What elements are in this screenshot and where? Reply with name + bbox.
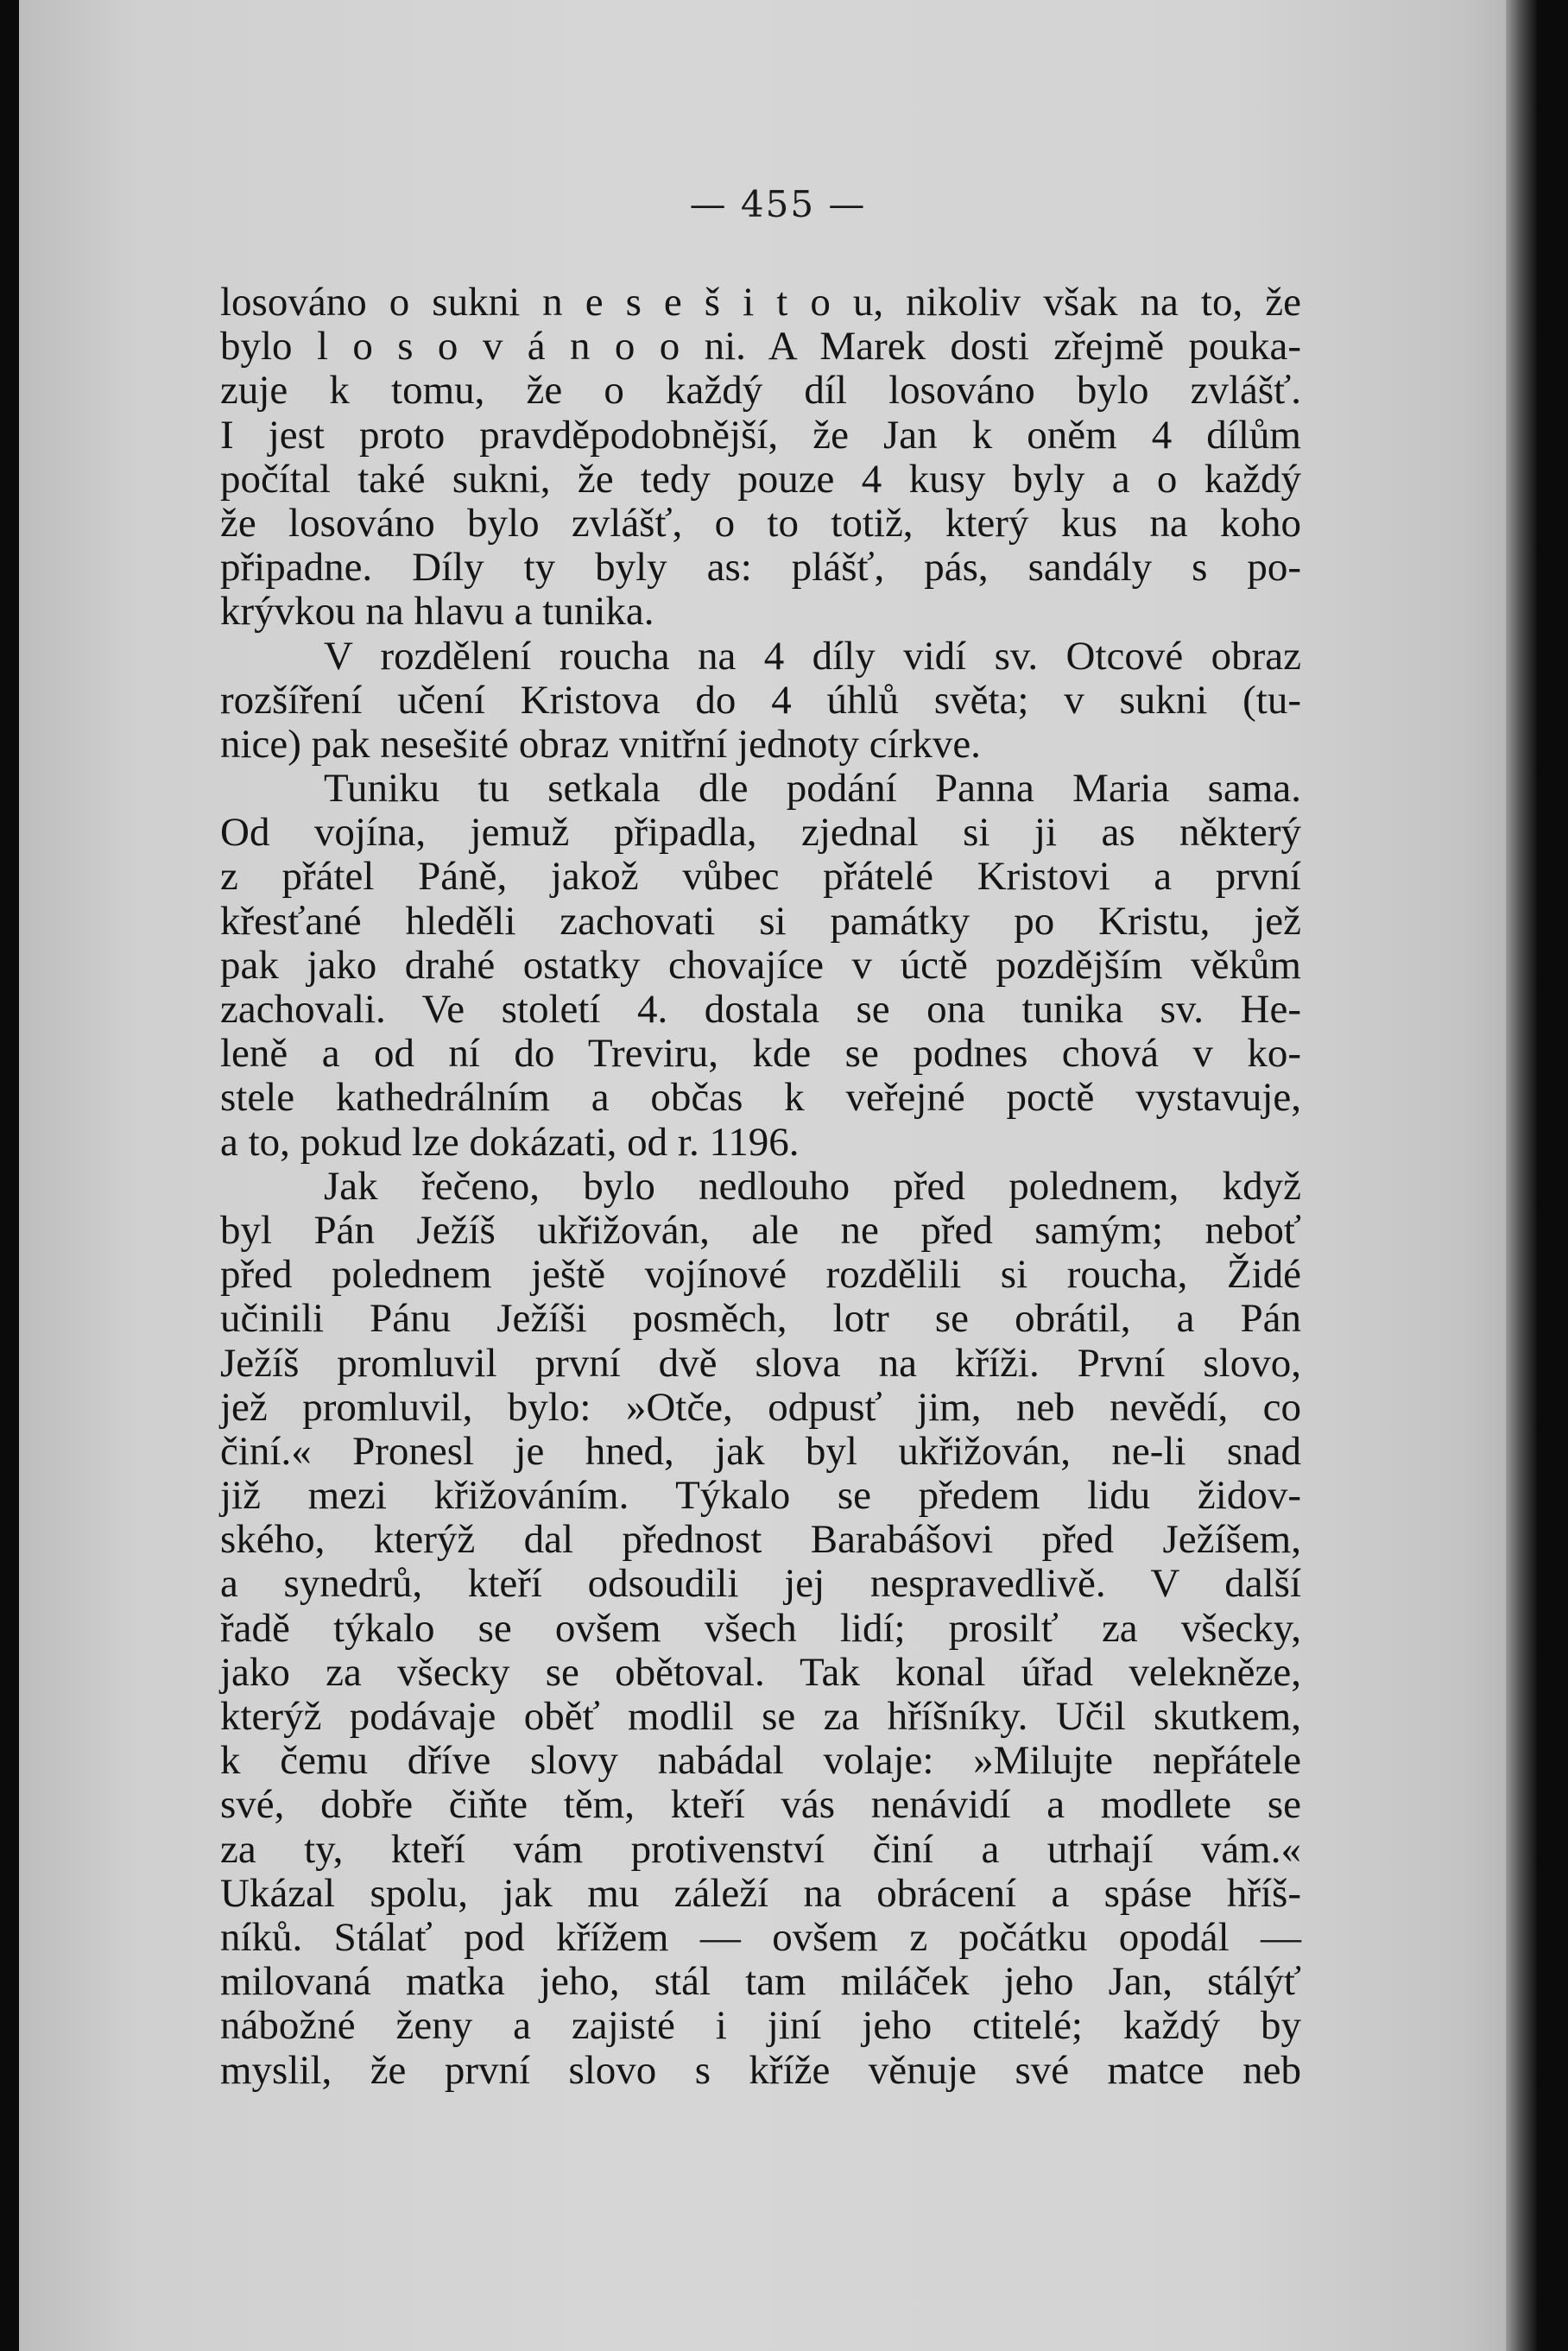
page-number: — 455 —	[689, 183, 867, 225]
text-line: jako za všecky se obětoval. Tak konal úřad velekněze,	[220, 1649, 1301, 1695]
text-line: níků. Stálať pod křížem — ovšem z počátku opodál —	[220, 1914, 1301, 1960]
text-line: připadne. Díly ty byly as: plášť, pás, sandály s po-	[220, 545, 1301, 591]
text-line: rozšíření učení Kristova do 4 úhlů světa; v sukni (tu-	[220, 677, 1301, 723]
text-line: pak jako drahé ostatky chovajíce v úctě pozdějším věkům	[220, 942, 1301, 988]
text-line: z přátel Páně, jakož vůbec přátelé Kristovi a první	[220, 854, 1301, 900]
text-line: bylo l o s o v á n o o ni. A Marek dosti zřejmě pouka-	[220, 324, 1301, 370]
text-line: Tuniku tu setkala dle podání Panna Maria sama.	[324, 766, 1301, 812]
text-line: své, dobře čiňte těm, kteří vás nenávidí a modlete se	[220, 1782, 1301, 1828]
page-edge-shadow	[1506, 0, 1537, 2351]
body-text	[220, 281, 1301, 2093]
text-line: milovaná matka jeho, stál tam miláček jeho Jan, stálýť	[220, 1959, 1301, 2005]
text-line: myslil, že první slovo s kříže věnuje své matce neb	[220, 2047, 1301, 2093]
book-page	[19, 0, 1537, 2351]
book-spine-shadow	[0, 0, 19, 2351]
text-line: křesťané hleděli zachovati si památky po Kristu, jež	[220, 898, 1301, 944]
text-line: řadě týkalo se ovšem všech lidí; prosilť za všecky,	[220, 1605, 1301, 1651]
text-line: stele kathedrálním a občas k veřejné poctě vystavuje,	[220, 1075, 1301, 1121]
text-line: za ty, kteří vám protivenství činí a utrhají vám.«	[220, 1826, 1301, 1872]
text-line: a synedrů, kteří odsoudili jej nespravedlivě. V další	[220, 1561, 1301, 1607]
text-line: zachovali. Ve století 4. dostala se ona tunika sv. He-	[220, 987, 1301, 1032]
text-line: nice) pak nesešité obraz vnitřní jednoty církve.	[220, 721, 981, 767]
text-line: již mezi křižováním. Týkalo se předem lidu židov-	[220, 1473, 1301, 1519]
text-line: V rozdělení roucha na 4 díly vidí sv. Otcové obraz	[324, 633, 1301, 679]
text-line: leně a od ní do Treviru, kde se podnes chová v ko-	[220, 1031, 1301, 1077]
text-line: že losováno bylo zvlášť, o to totiž, který kus na koho	[220, 500, 1301, 546]
text-line: činí.« Pronesl je hned, jak byl ukřižován, ne-li snad	[220, 1428, 1301, 1474]
text-line: kterýž podávaje oběť modlil se za hříšníky. Učil skutkem,	[220, 1694, 1301, 1739]
text-line: Od vojína, jemuž připadla, zjednal si ji as některý	[220, 810, 1301, 856]
text-line: k čemu dříve slovy nabádal volaje: »Milujte nepřátele	[220, 1738, 1301, 1784]
text-line: byl Pán Ježíš ukřižován, ale ne před samým; neboť	[220, 1207, 1301, 1253]
text-line: a to, pokud lze dokázati, od r. 1196.	[220, 1119, 800, 1165]
text-line: Ukázal spolu, jak mu záleží na obrácení a spáse hříš-	[220, 1870, 1301, 1916]
text-line: nábožné ženy a zajisté i jiní jeho ctitelé; každý by	[220, 2003, 1301, 2049]
text-line: Jak řečeno, bylo nedlouho před polednem, když	[324, 1163, 1301, 1209]
text-line: jež promluvil, bylo: »Otče, odpusť jim, neb nevědí, co	[220, 1384, 1301, 1430]
text-line: krývkou na hlavu a tunika.	[220, 589, 654, 635]
text-line: ského, kterýž dal přednost Barabášovi před Ježíšem,	[220, 1517, 1301, 1563]
text-line: učinili Pánu Ježíši posměch, lotr se obrátil, a Pán	[220, 1296, 1301, 1342]
text-line: před polednem ještě vojínové rozdělili si roucha, Židé	[220, 1252, 1301, 1298]
text-line: I jest proto pravděpodobnější, že Jan k oněm 4 dílům	[220, 412, 1301, 458]
text-line: zuje k tomu, že o každý díl losováno bylo zvlášť.	[220, 368, 1301, 414]
text-line: losováno o sukni n e s e š i t o u, nikoliv však na to, že	[220, 280, 1301, 325]
text-line: počítal také sukni, že tedy pouze 4 kusy byly a o každý	[220, 456, 1301, 502]
text-line: Ježíš promluvil první dvě slova na kříži. První slovo,	[220, 1340, 1301, 1386]
